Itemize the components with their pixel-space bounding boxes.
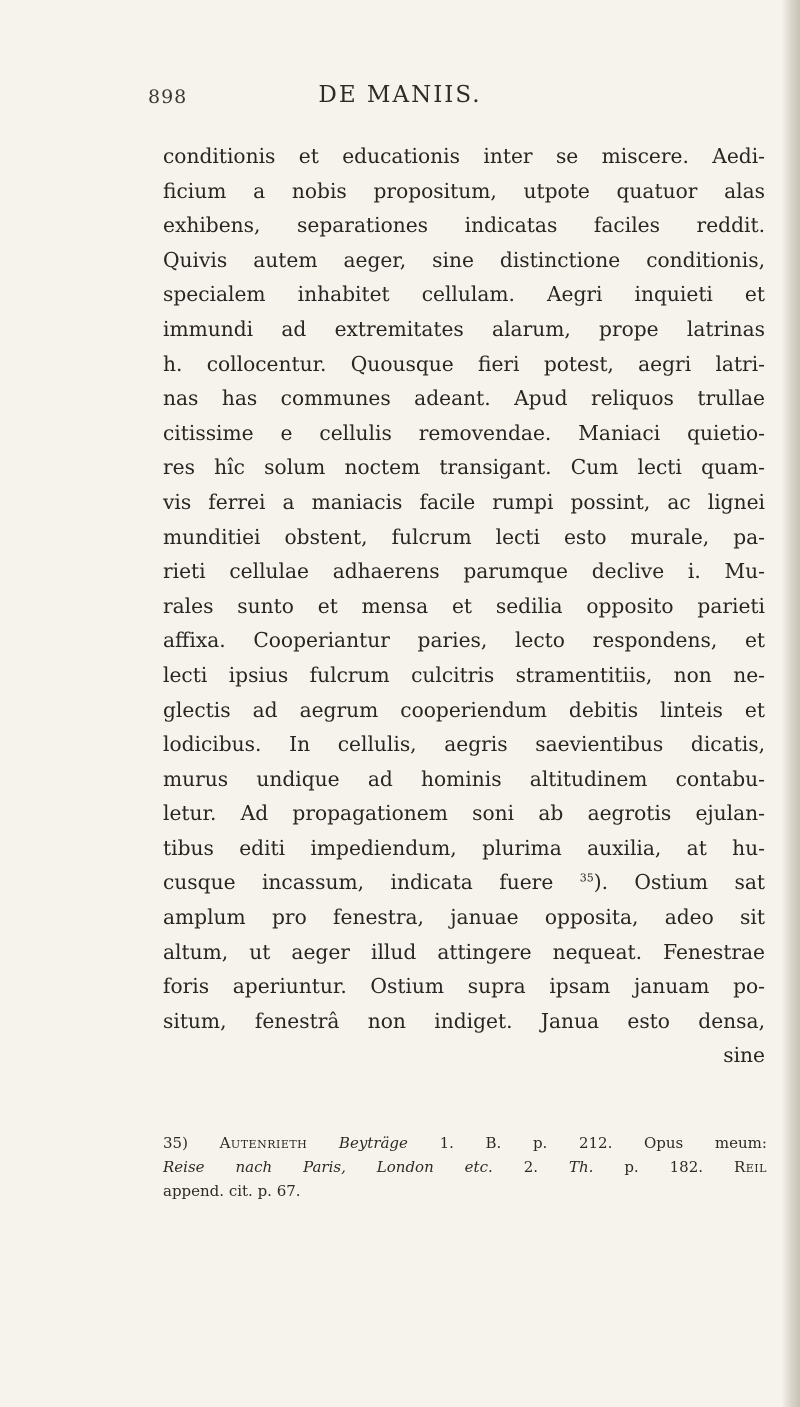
text-line: nas has communes adeant. Apud reliquos trullae [163,386,765,411]
text-line: specialem inhabitet cellulam. Aegri inquieti et [163,282,765,307]
text-line: vis ferrei a maniacis facile rumpi possint, ac lignei [163,489,765,514]
page-number: 898 [148,86,188,108]
text-line: citissime e cellulis removendae. Maniaci quietio- [163,420,765,445]
page-header [0,82,800,116]
text-line: tibus editi impediendum, plurima auxilia, at hu- [163,835,765,860]
text-line: rales sunto et mensa et sedilia opposito parieti [163,593,765,618]
text-line: conditionis et educationis inter se miscere. Aedi- [163,144,765,168]
text-line: immundi ad extremitates alarum, prope latrinas [163,316,765,341]
text-line: lodicibus. In cellulis, aegris saevientibus dicatis, [163,732,765,757]
text-line-with-footnote-ref [163,865,765,900]
main-text [163,139,765,1073]
footnote-line [163,1131,767,1155]
text-line: munditiei obstent, fulcrum lecti esto murale, pa- [163,524,765,549]
footnote [163,1131,767,1203]
text-line: affixa. Cooperiantur paries, lecto respondens, et [163,628,765,653]
text-line: rieti cellulae adhaerens parumque declive i. Mu- [163,559,765,584]
footnote-title: Reise nach Paris, London etc. [163,1158,493,1176]
footnote-volume: 1. B. p. 212. [439,1134,613,1152]
text-line: res hîc solum noctem transigant. Cum lecti quam- [163,455,765,480]
text-line: amplum pro fenestra, januae opposita, adeo sit [163,905,765,930]
text-line: letur. Ad propagationem soni ab aegrotis ejulan- [163,801,765,826]
footnote-th: Th. [568,1158,594,1176]
running-head: DE MANIIS. [318,82,482,108]
text-line: situm, fenestrâ non indiget. Janua esto densa, [163,1008,765,1033]
footnote-line [163,1155,767,1179]
text-line: exhibens, separationes indicatas faciles reddit. [163,213,765,238]
text-line: h. collocentur. Quousque fieri potest, aegri latri- [163,351,765,376]
text-line: foris aperiuntur. Ostium supra ipsam januam po- [163,974,765,999]
text-line-start: cusque incassum, indicata fuere [163,870,554,895]
footnote-page: p. 182. [624,1158,704,1176]
page-edge-shadow [782,0,800,1407]
footnote-work: Beyträge [338,1134,408,1152]
footnote-author: Autenrieth [219,1134,308,1152]
text-line-end: ). Ostium sat [593,870,765,895]
catchword: sine [723,1043,765,1068]
text-line: glectis ad aegrum cooperiendum debitis linteis et [163,697,765,722]
footnote-reference: 35 [579,871,594,885]
text-line: Quivis autem aeger, sine distinctione conditionis, [163,247,765,272]
text-line: ficium a nobis propositum, utpote quatuor alas [163,178,765,203]
text-line: altum, ut aeger illud attingere nequeat. Fenestrae [163,939,765,964]
footnote-opus: Opus meum: [644,1134,767,1152]
text-line: murus undique ad hominis altitudinem contabu- [163,766,765,791]
footnote-reil: Reil [733,1158,767,1176]
footnote-number: 35) [163,1134,188,1152]
footnote-vol2: 2. [523,1158,539,1176]
footnote-line: append. cit. p. 67. [163,1182,301,1200]
text-line: lecti ipsius fulcrum culcitris stramentitiis, non ne- [163,662,765,687]
